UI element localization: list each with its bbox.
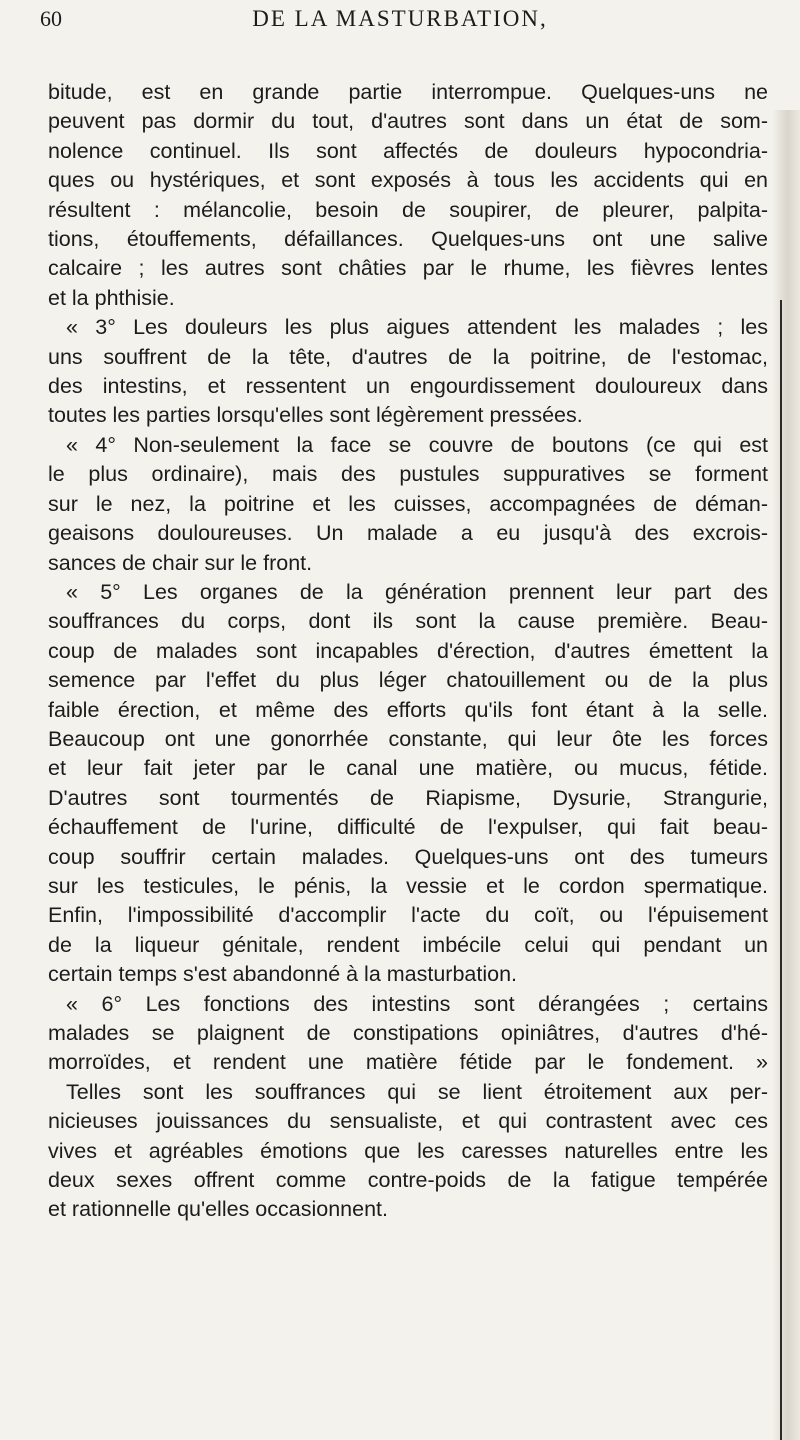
text-line: semence par l'effet du plus léger chatouillement ou de la plus bbox=[48, 668, 768, 693]
text-line: résultent : mélancolie, besoin de soupirer, de pleurer, palpita- bbox=[48, 197, 768, 222]
text-line: des intestins, et ressentent un engourdissement douloureux dans bbox=[48, 374, 768, 399]
text-line: « 6° Les fonctions des intestins sont dérangées ; certains bbox=[66, 991, 768, 1016]
text-line: ques ou hystériques, et sont exposés à tous les accidents qui en bbox=[48, 168, 768, 193]
text-line: Enfin, l'impossibilité d'accomplir l'acte du coït, ou l'épuisement bbox=[48, 903, 768, 928]
text-line: et la phthisie. bbox=[48, 285, 175, 310]
running-title: DE LA MASTURBATION, bbox=[252, 6, 548, 31]
text-line: sur les testicules, le pénis, la vessie et le cordon spermatique. bbox=[48, 873, 768, 898]
binding-line bbox=[780, 300, 782, 1440]
text-line: geaisons douloureuses. Un malade a eu jusqu'à des excrois- bbox=[48, 521, 768, 546]
text-line: uns souffrent de la tête, d'autres de la poitrine, de l'estomac, bbox=[48, 344, 768, 369]
text-line: et leur fait jeter par le canal une matière, ou mucus, fétide. bbox=[48, 756, 768, 781]
text-line: « 3° Les douleurs les plus aigues attendent les malades ; les bbox=[66, 315, 768, 340]
text-line: malades se plaignent de constipations opiniâtres, d'autres d'hé- bbox=[48, 1021, 768, 1045]
text-line: coup de malades sont incapables d'érection, d'autres émettent la bbox=[48, 638, 768, 663]
text-line: Beaucoup ont une gonorrhée constante, qui leur ôte les forces bbox=[48, 726, 768, 751]
text-line: deux sexes offrent comme contre-poids de la fatigue tempérée bbox=[48, 1168, 768, 1193]
text-line: nolence continuel. Ils sont affectés de douleurs hypocondria- bbox=[48, 138, 768, 163]
text-line: toutes les parties lorsqu'elles sont légèrement pressées. bbox=[48, 403, 583, 428]
text-line: bitude, est en grande partie interrompue. Quelques-uns ne bbox=[48, 80, 768, 104]
text-line: « 4° Non-seulement la face se couvre de boutons (ce qui est bbox=[66, 432, 768, 457]
text-line: peuvent pas dormir du tout, d'autres sont dans un état de som- bbox=[48, 109, 768, 134]
text-line: souffrances du corps, dont ils sont la cause première. Beau- bbox=[48, 609, 768, 634]
text-line: et rationnelle qu'elles occasionnent. bbox=[48, 1197, 388, 1222]
text-line: vives et agréables émotions que les caresses naturelles entre les bbox=[48, 1138, 768, 1163]
body-text bbox=[48, 78, 768, 1225]
page-edge-shadow bbox=[772, 110, 800, 1440]
page-number: 60 bbox=[40, 6, 62, 31]
text-line: échauffement de l'urine, difficulté de l'expulser, qui fait beau- bbox=[48, 815, 768, 840]
text-line: faible érection, et même des efforts qu'ils font étant à la selle. bbox=[48, 697, 768, 722]
text-line: morroïdes, et rendent une matière fétide par le fondement. » bbox=[48, 1050, 768, 1075]
text-line: D'autres sont tourmentés de Riapisme, Dysurie, Strangurie, bbox=[48, 785, 768, 810]
text-line: nicieuses jouissances du sensualiste, et qui contrastent avec ces bbox=[48, 1109, 768, 1134]
text-line: coup souffrir certain malades. Quelques-uns ont des tumeurs bbox=[48, 844, 768, 869]
text-line: « 5° Les organes de la génération prennent leur part des bbox=[66, 579, 768, 604]
text-line: calcaire ; les autres sont châties par le rhume, les fièvres lentes bbox=[48, 256, 768, 281]
text-line: Telles sont les souffrances qui se lient étroitement aux per- bbox=[66, 1079, 768, 1104]
text-line: le plus ordinaire), mais des pustules suppuratives se forment bbox=[48, 462, 768, 487]
text-line: certain temps s'est abandonné à la masturbation. bbox=[48, 962, 518, 987]
text-line: tions, étouffements, défaillances. Quelques-uns ont une salive bbox=[48, 227, 768, 252]
text-line: sur le nez, la poitrine et les cuisses, accompagnées de déman- bbox=[48, 491, 768, 516]
text-line: sances de chair sur le front. bbox=[48, 550, 313, 575]
text-line: de la liqueur génitale, rendent imbécile celui qui pendant un bbox=[48, 932, 768, 957]
